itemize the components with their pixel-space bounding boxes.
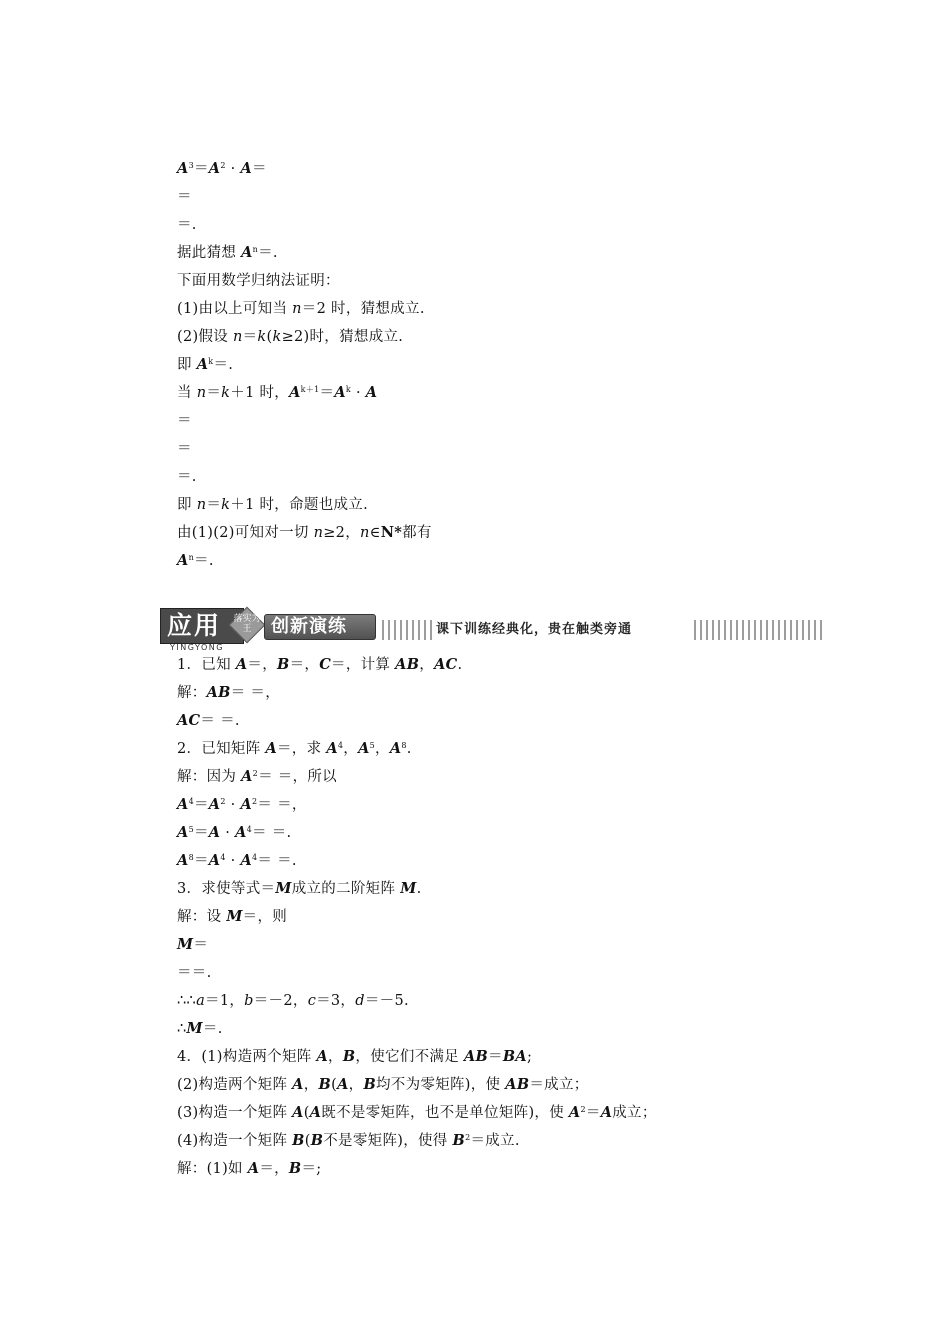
text-line: (2)假设 n＝k(k≥2)时，猜想成立. <box>177 329 404 345</box>
section-banner <box>160 608 826 656</box>
text-line: ＝ <box>177 413 192 429</box>
solution-line: M＝ <box>177 936 209 953</box>
solution-line: AC＝ ＝. <box>177 712 240 729</box>
text-line: 据此猜想 $A^n=$. <box>177 244 278 261</box>
text-line: 即 n＝k＋1 时，命题也成立. <box>177 497 369 513</box>
solution-line: 解：(1)如 A＝，B＝; <box>177 1160 322 1177</box>
solution-line: 解：因为 $A^2=$ ＝，所以 <box>177 768 337 785</box>
question-4-part-2: (2)构造两个矩阵 A，B(A，B均不为零矩阵)，使 AB＝成立； <box>177 1076 589 1093</box>
banner-slogan: 课下训练经典化，贵在触类旁通 <box>436 622 633 637</box>
question-4: 4．(1)构造两个矩阵 A，B，使它们不满足 AB＝BA; <box>177 1048 533 1065</box>
banner-subtitle: 创新演练 <box>271 616 347 637</box>
text-line: 下面用数学归纳法证明： <box>177 273 340 289</box>
question-1: 1．已知 A＝，B＝，C＝，计算 AB，AC. <box>177 656 463 673</box>
text-line: ＝. <box>177 217 197 233</box>
solution-line: 解：设 M＝，则 <box>177 908 288 925</box>
banner-title: 应用 <box>167 611 222 640</box>
text-line: $A^n=$. <box>177 552 214 569</box>
question-3: 3．求使等式＝M成立的二阶矩阵 M. <box>177 880 422 897</box>
banner-subtitle-block <box>264 614 376 640</box>
text-line: 即 $A^k=$. <box>177 356 234 373</box>
text-line: 当 n＝k＋1 时，$A^{k+1}=A^k \cdot A$ <box>177 384 378 401</box>
banner-slogan-box <box>432 619 694 641</box>
solution-line: ∴∴a＝1，b＝－2，c＝3，d＝－5. <box>177 993 409 1009</box>
text-line: $A^3=A^2 \cdot A=$ <box>177 160 267 177</box>
question-2: 2．已知矩阵 A＝，求 $A^4$，$A^5$，$A^8$. <box>177 740 412 757</box>
question-4-part-3: (3)构造一个矩阵 A(A既不是零矩阵，也不是单位矩阵)，使 $A^2=A$成立； <box>177 1104 657 1121</box>
text-line: (1)由以上可知当 n＝2 时，猜想成立. <box>177 301 425 317</box>
question-4-part-4: (4)构造一个矩阵 B(B不是零矩阵)，使得 $B^2=$成立. <box>177 1132 520 1149</box>
text-line: 由(1)(2)可知对一切 n≥2，n∈N*都有 <box>177 524 432 541</box>
solution-line: $A^5=A \cdot A^4=$ ＝. <box>177 824 292 841</box>
solution-line: $A^4=A^2 \cdot A^2=$ ＝， <box>177 796 307 813</box>
banner-pinyin: YINGYONG <box>170 643 224 652</box>
solution-line: ＝＝. <box>177 965 212 981</box>
solution-line: 解：AB＝ ＝， <box>177 684 281 701</box>
solution-line: $A^8=A^4 \cdot A^4=$ ＝. <box>177 852 297 869</box>
text-line: ＝ <box>177 441 192 457</box>
text-line: ＝. <box>177 469 197 485</box>
banner-diamond-text: 落实为王 <box>233 614 261 634</box>
solution-line: ∴M＝. <box>177 1020 223 1037</box>
text-line: ＝ <box>177 189 192 205</box>
